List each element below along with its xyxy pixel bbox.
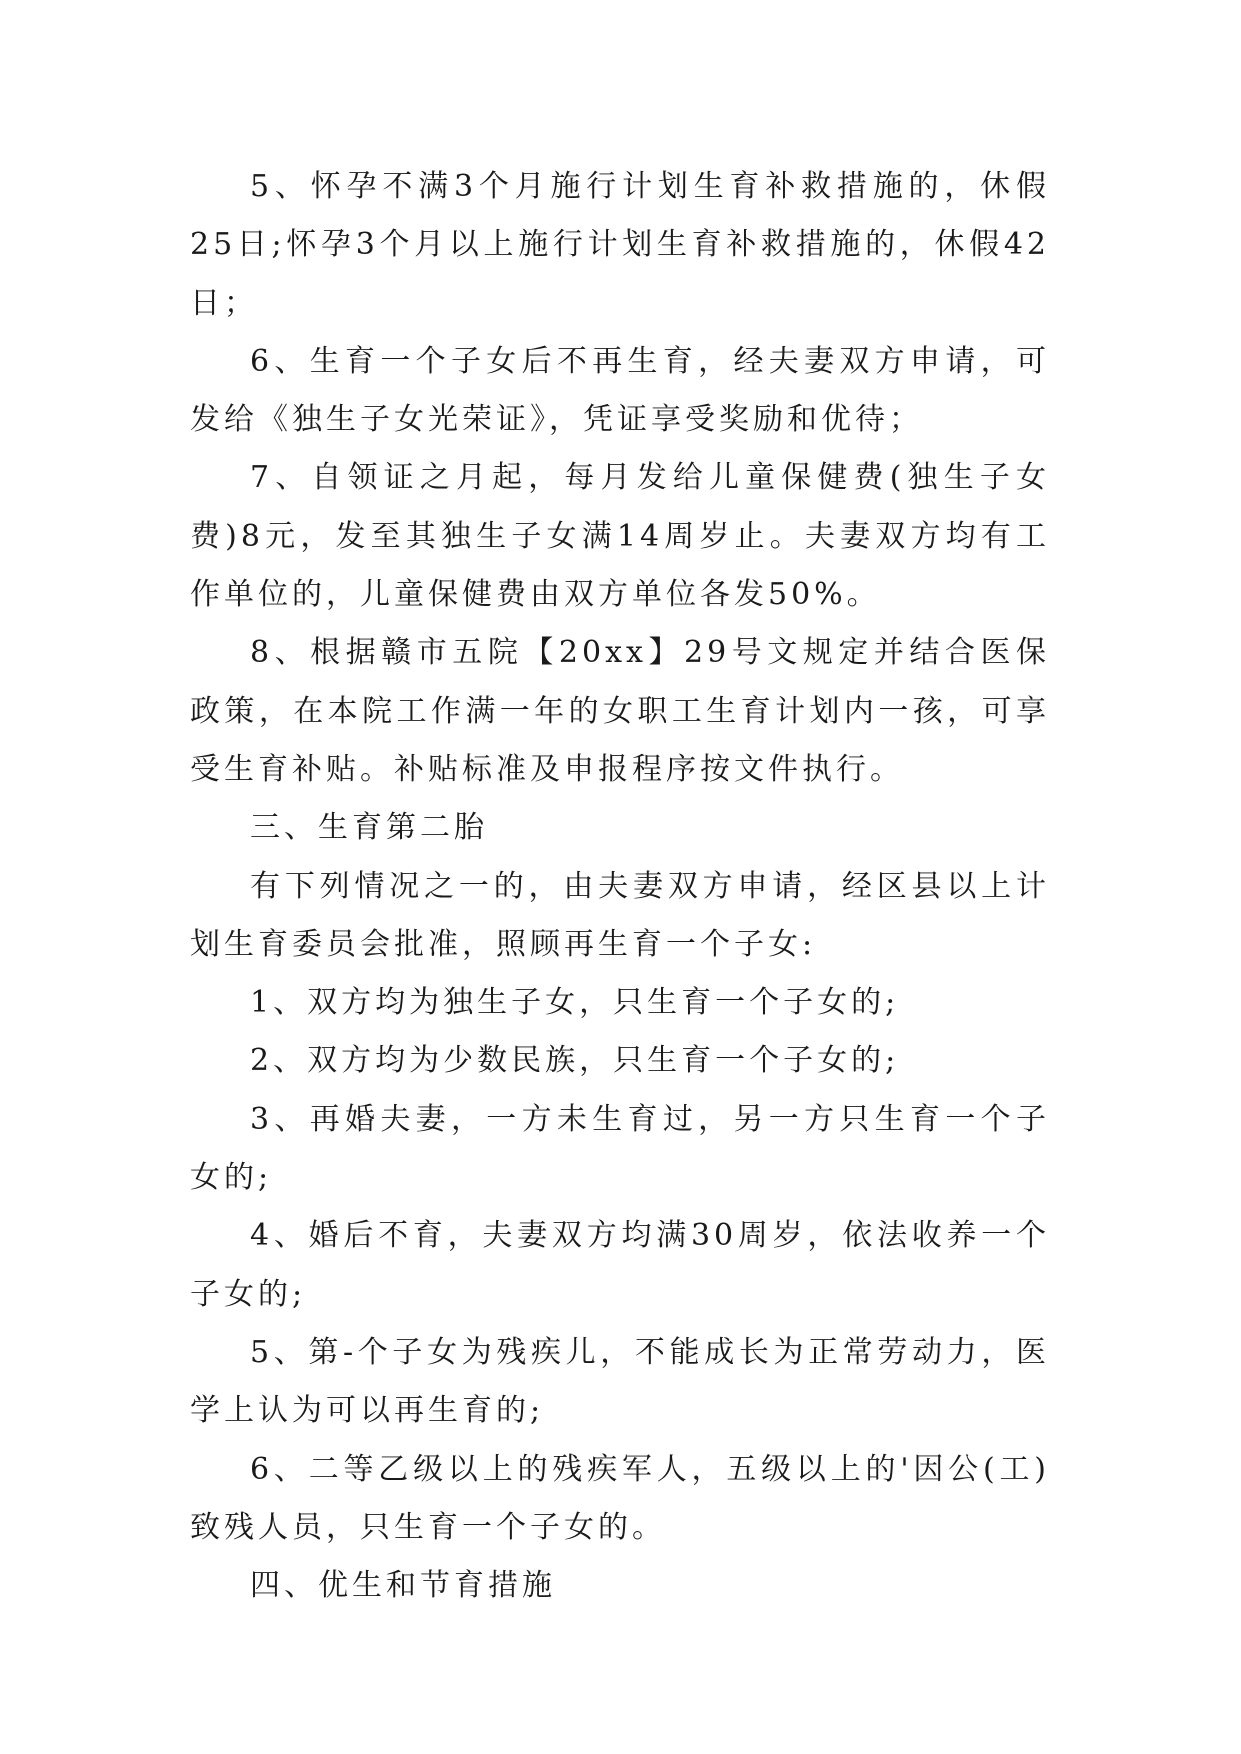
list-item-1: 1、双方均为独生子女，只生育一个子女的; — [250, 985, 900, 1021]
paragraph-second-child-intro: 有下列情况之一的，由夫妻双方申请，经区县以上计划生育委员会批准，照顾再生育一个子女: — [190, 868, 1050, 962]
section-heading-second-child: 三、生育第二胎 — [250, 810, 488, 846]
list-item-3: 3、再婚夫妻，一方未生育过，另一方只生育一个子女的; — [190, 1101, 1050, 1196]
paragraph-item-7-child-fee: 7、自领证之月起，每月发给儿童保健费(独生子女费)8元，发至其独生子女满14周岁止。夫妻双方均有工作单位的，儿童保健费由双方单位各发50%。 — [190, 460, 1050, 613]
paragraph-item-6-certificate: 6、生育一个子女后不再生育，经夫妻双方申请，可发给《独生子女光荣证》，凭证享受奖励和优待； — [190, 343, 1050, 438]
section-heading-eugenics: 四、优生和节育措施 — [250, 1568, 556, 1604]
document-body — [190, 158, 1050, 1615]
list-item-2: 2、双方均为少数民族，只生育一个子女的; — [250, 1043, 900, 1079]
list-item-6: 6、二等乙级以上的残疾军人，五级以上的'因公(工)致残人员，只生育一个子女的。 — [190, 1451, 1050, 1545]
paragraph-item-8-subsidy: 8、根据赣市五院【20xx】29号文规定并结合医保政策，在本院工作满一年的女职工生育计划内一孩，可享受生育补贴。补贴标准及申报程序按文件执行。 — [190, 635, 1050, 787]
paragraph-item-5-leave: 5、怀孕不满3个月施行计划生育补救措施的，休假25日;怀孕3个月以上施行计划生育补救措施的，休假42日； — [190, 169, 1050, 321]
list-item-4: 4、婚后不育，夫妻双方均满30周岁，依法收养一个子女的; — [190, 1218, 1050, 1312]
list-item-5: 5、第-个子女为残疾儿，不能成长为正常劳动力，医学上认为可以再生育的; — [190, 1334, 1050, 1429]
